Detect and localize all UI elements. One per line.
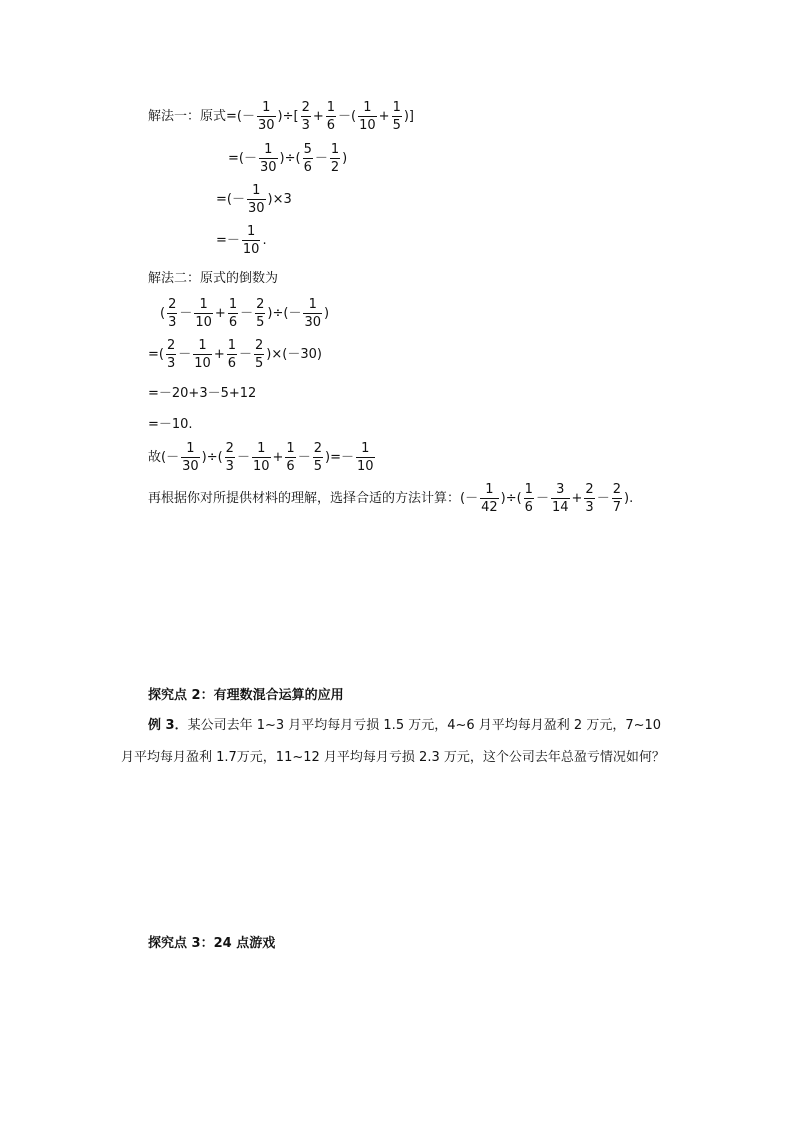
fraction: $\frac{1}{5}$: [392, 100, 401, 133]
task-text: 再根据你对所提供材料的理解，选择合适的方法计算：(－: [148, 491, 479, 506]
fraction: $\frac{1}{10}$: [194, 338, 211, 371]
fraction: $\frac{2}{3}$: [301, 100, 310, 133]
fraction: $\frac{2}{3}$: [166, 338, 176, 371]
fraction: $\frac{2}{7}$: [612, 482, 621, 515]
solution1-line4: =－ $\frac{1}{10}$ .: [216, 224, 267, 257]
fraction: $\frac{2}{5}$: [313, 441, 322, 474]
fraction: $\frac{1}{6}$: [524, 482, 533, 515]
fraction: $\frac{1}{42}$: [481, 482, 498, 515]
example3-line1: [148, 719, 661, 732]
fraction: $\frac{1}{30}$: [259, 142, 277, 175]
fraction: $\frac{1}{10}$: [252, 441, 270, 474]
fraction: $\frac{1}{10}$: [359, 100, 376, 133]
solution1-label: 解法一：原式: [148, 109, 227, 124]
fraction: $\frac{1}{30}$: [304, 297, 321, 330]
solution2-line1: ( $\frac{2}{3}$ － $\frac{1}{10}$ + $\frac{1}{6}$ － $\frac{2}{5}$ )÷(－ $\frac{1}{30}$ ): [160, 297, 330, 330]
solution2-label: 解法二：原式的倒数为: [148, 271, 279, 286]
solution1-line2: =(－ $\frac{1}{30}$ )÷( $\frac{5}{6}$ － $\frac{1}{2}$ ): [228, 142, 348, 175]
fraction: $\frac{1}{30}$: [257, 100, 275, 133]
fraction: $\frac{2}{5}$: [256, 297, 265, 330]
fraction: $\frac{2}{3}$: [585, 482, 594, 515]
example3-label: 例 3．: [148, 718, 188, 733]
section2-title: 探究点 2：有理数混合运算的应用: [148, 688, 344, 703]
fraction: $\frac{1}{10}$: [356, 441, 374, 474]
solution2-line2: =( $\frac{2}{3}$ － $\frac{1}{10}$ + $\frac{1}{6}$ － $\frac{2}{5}$ )×(－30): [148, 338, 322, 371]
example3-line2: 月平均每月盈利 1.7万元，11~12 月平均每月亏损 2.3 万元，这个公司去年总盈亏情况如何？: [121, 750, 665, 765]
fraction: $\frac{1}{10}$: [242, 224, 260, 257]
fraction: $\frac{5}{6}$: [303, 142, 312, 175]
fraction: $\frac{1}{30}$: [182, 441, 199, 474]
fraction: $\frac{2}{3}$: [168, 297, 177, 330]
fraction: $\frac{1}{6}$: [227, 338, 236, 371]
fraction: $\frac{1}{10}$: [195, 297, 212, 330]
solution2-line3: =－20+3－5+12: [148, 386, 257, 401]
solution1-line1: 解法一：原式 =(－ $\frac{1}{30}$ )÷[ $\frac{2}{3}$ + $\frac{1}{6}$ －( $\frac{1}{10}$ + $\frac{1}{5}$ )]: [148, 100, 415, 133]
fraction: $\frac{2}{5}$: [255, 338, 264, 371]
fraction: $\frac{2}{3}$: [225, 441, 234, 474]
example3-text: 某公司去年 1~3 月平均每月亏损 1.5 万元，4~6 月平均每月盈利 2 万元，7~10: [187, 718, 662, 733]
conclusion-line: 故(－ $\frac{1}{30}$ )÷( $\frac{2}{3}$ － $\frac{1}{10}$ + $\frac{1}{6}$ － $\frac{2}{5}$ )=－ $\frac{1}{10}$: [148, 441, 374, 474]
fraction: $\frac{1}{30}$: [247, 183, 265, 216]
fraction: $\frac{1}{6}$: [228, 297, 238, 330]
fraction: $\frac{1}{2}$: [330, 142, 340, 175]
section3-title: 探究点 3：24 点游戏: [148, 936, 276, 951]
fraction: $\frac{1}{6}$: [326, 100, 336, 133]
solution2-line4: =－10.: [148, 417, 193, 432]
task-line: 再根据你对所提供材料的理解，选择合适的方法计算：(－ $\frac{1}{42}$ )÷( $\frac{1}{6}$ － $\frac{3}{14}$ + $\frac{2}{3}$ － $\frac{2}{7}$ ).: [148, 482, 634, 515]
solution1-line3: =(－ $\frac{1}{30}$ )×3: [216, 183, 292, 216]
fraction: $\frac{1}{6}$: [286, 441, 295, 474]
fraction: $\frac{3}{14}$: [551, 482, 569, 515]
